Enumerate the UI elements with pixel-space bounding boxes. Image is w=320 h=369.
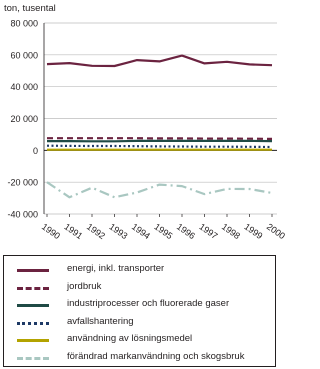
- legend-label: industriprocesser och fluorerade gaser: [67, 298, 230, 309]
- legend-item: [4, 350, 275, 366]
- legend-swatch: [17, 287, 49, 290]
- y-tick-label: 20 000: [10, 114, 38, 124]
- series-line-4: [47, 146, 272, 147]
- legend-label: förändrad markanvändning och skogsbruk: [67, 350, 245, 362]
- series-line-2: [47, 138, 272, 139]
- x-tick-label: 1990: [39, 221, 62, 242]
- series-line-1: [47, 56, 272, 66]
- chart-legend: [3, 255, 276, 367]
- x-tick-label: 1993: [107, 221, 130, 242]
- y-axis-label: ton, tusental: [4, 3, 56, 14]
- series-line-6: [47, 182, 272, 197]
- x-tick-label: 1998: [219, 221, 242, 242]
- x-tick-label: 1995: [152, 221, 175, 242]
- legend-label: användning av lösningsmedel: [67, 333, 193, 344]
- y-tick-label: -20 000: [7, 177, 38, 188]
- x-tick-label: 1994: [129, 221, 152, 242]
- x-tick-label: 1999: [242, 221, 265, 242]
- y-tick-label: 0: [32, 145, 38, 156]
- x-tick-label: 1992: [84, 221, 107, 242]
- legend-label: avfallshantering: [67, 315, 134, 327]
- x-tick-label: 1997: [197, 221, 220, 242]
- legend-item: [4, 280, 275, 296]
- y-tick-label: -40 000: [7, 209, 38, 220]
- legend-item: [4, 297, 275, 313]
- legend-item: [4, 262, 275, 278]
- x-tick-label: 2000: [264, 221, 287, 242]
- x-tick-label: 1996: [174, 221, 197, 242]
- legend-swatch: [17, 304, 49, 307]
- legend-swatch: [17, 322, 49, 325]
- x-tick-label: 1991: [62, 221, 85, 242]
- legend-swatch: [17, 357, 49, 360]
- y-tick-label: 40 000: [10, 82, 38, 93]
- legend-item: [4, 332, 275, 348]
- y-tick-label: 80 000: [10, 18, 38, 29]
- legend-item: [4, 315, 275, 331]
- y-tick-label: 60 000: [10, 50, 38, 61]
- legend-label: jordbruk: [67, 280, 102, 292]
- legend-swatch: [17, 269, 49, 272]
- legend-label: energi, inkl. transporter: [67, 263, 165, 274]
- legend-swatch: [17, 339, 49, 342]
